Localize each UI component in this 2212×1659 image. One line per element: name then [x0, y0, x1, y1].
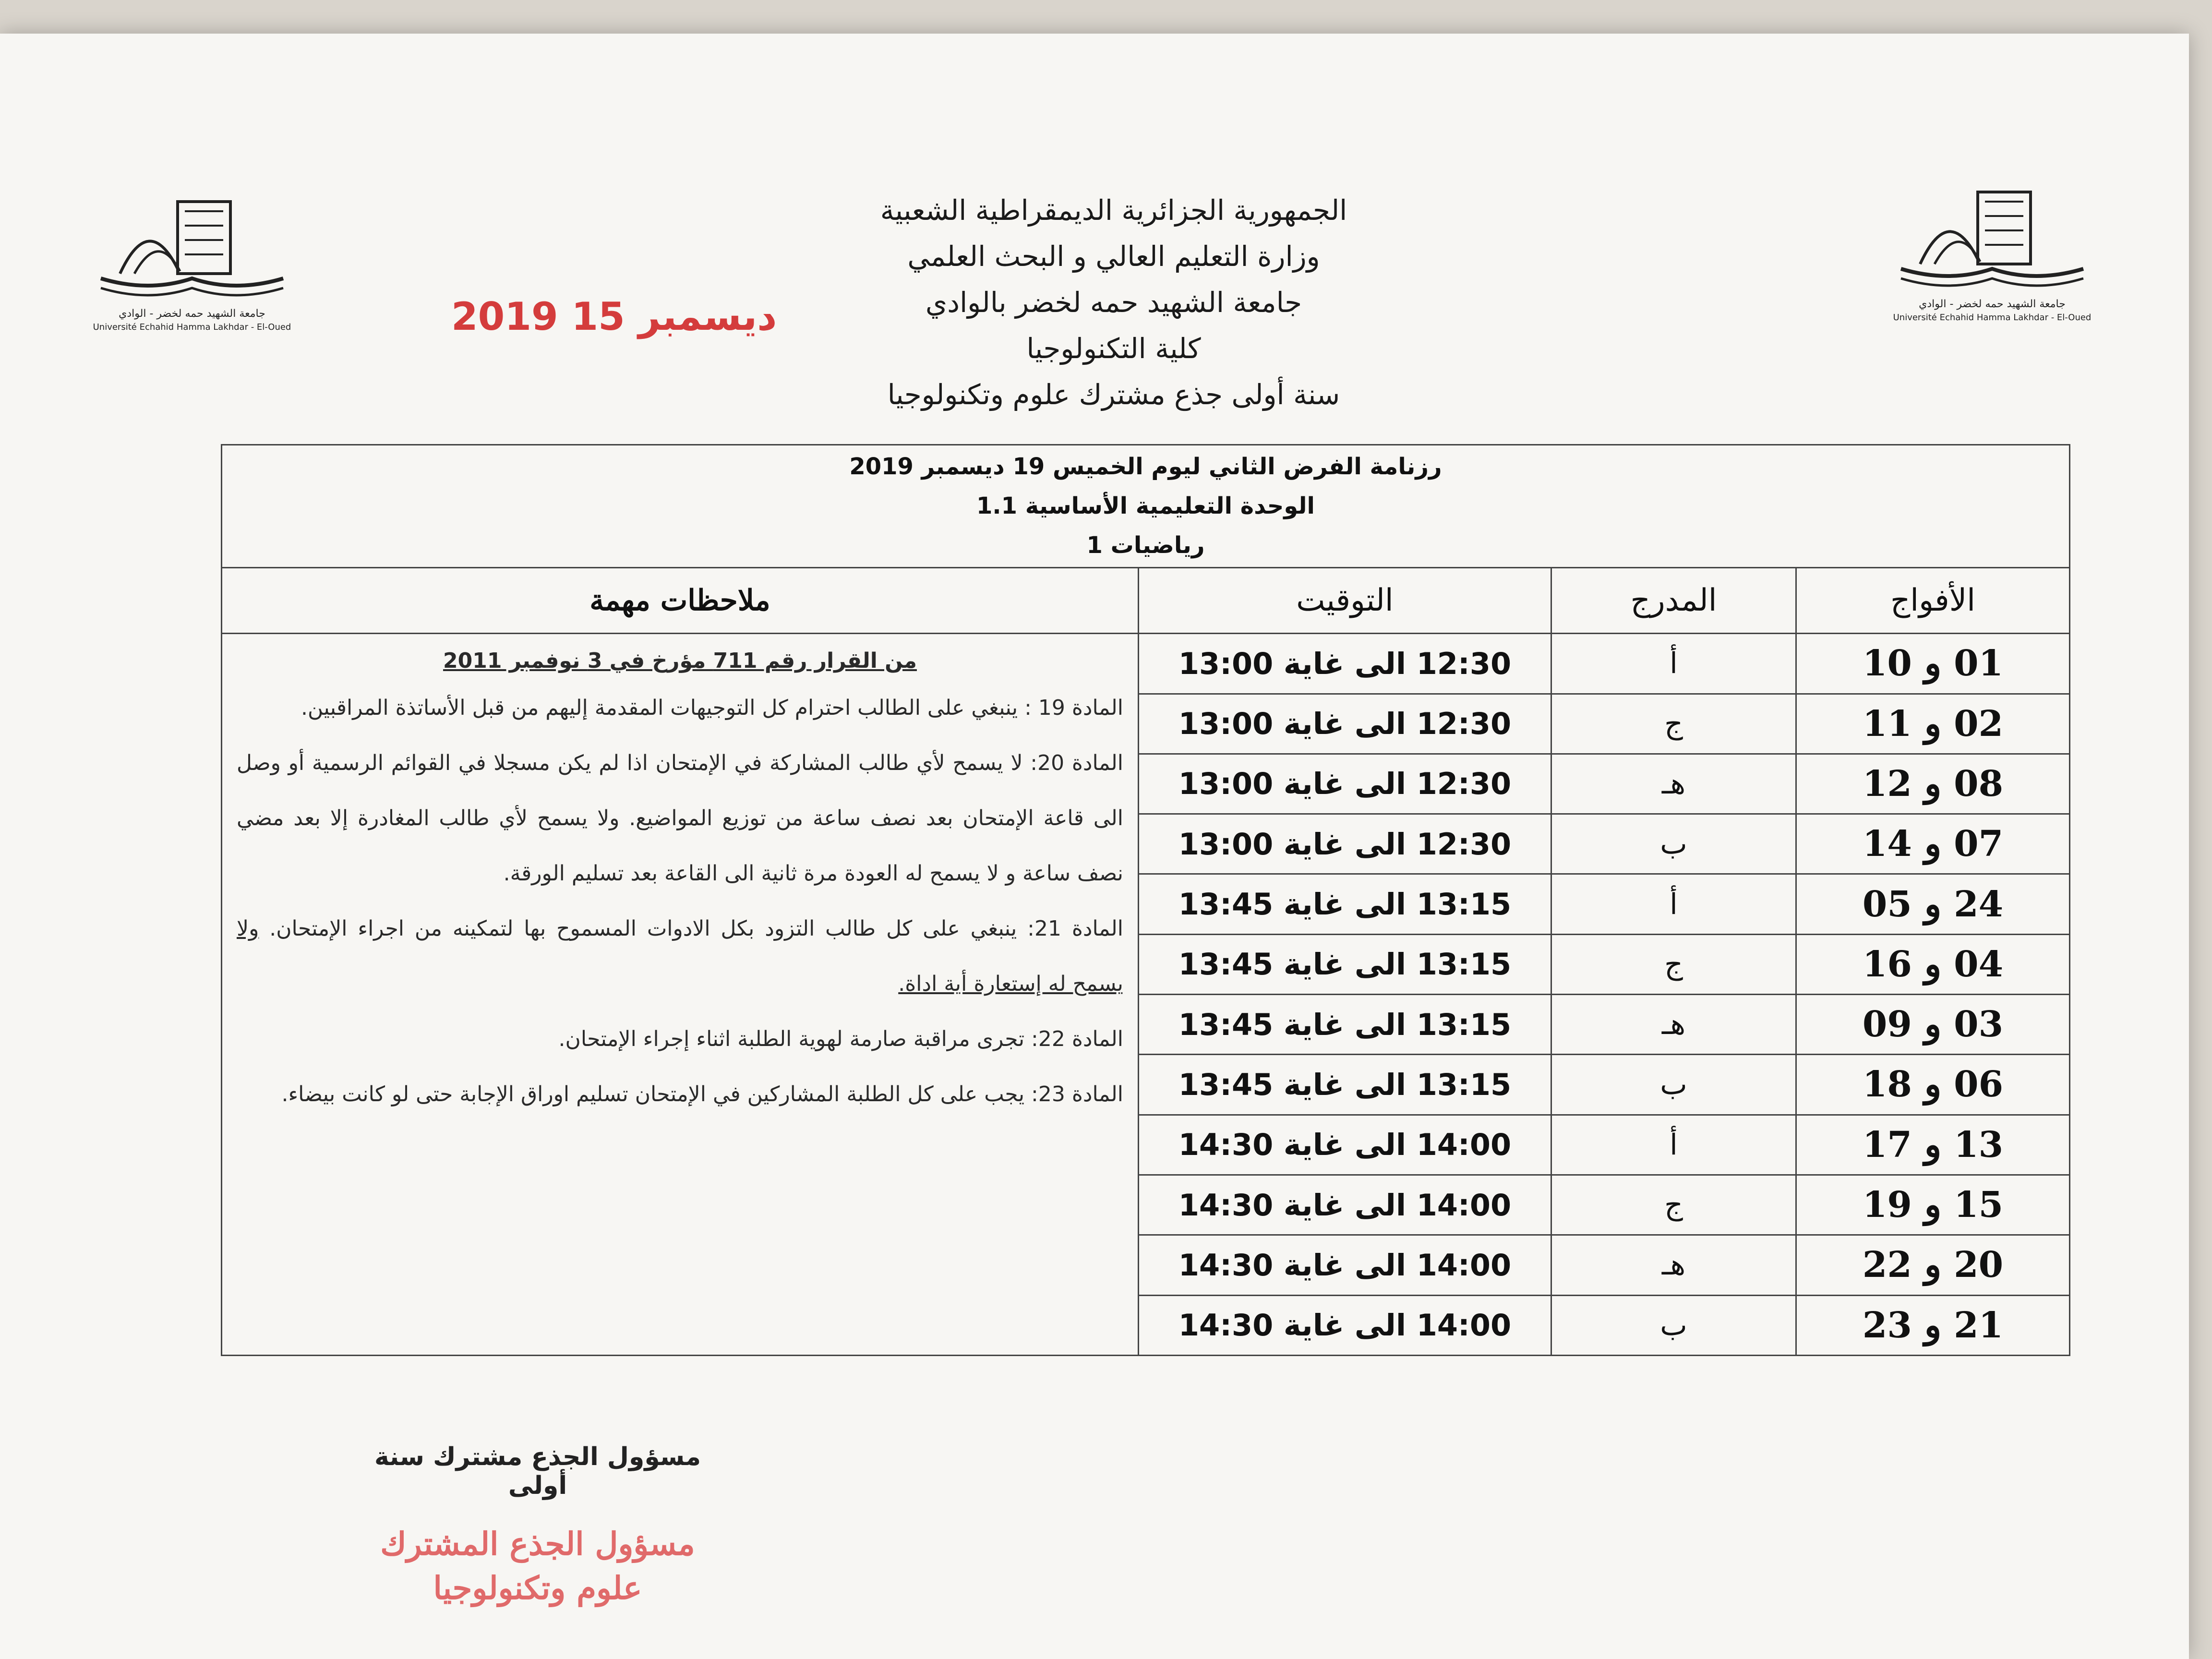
schedule-title-line3: رياضيات 1 [1086, 532, 1205, 559]
note-article-19: المادة 19 : ينبغي على الطالب احترام كل التوجيهات المقدمة إليهم من قبل الأساتذة المراقبين. [301, 696, 1123, 721]
note-article-20: المادة 20: لا يسمح لأي طالب المشاركة في الإمتحان اذا لم يكن مسجلا في القوائم الرسمية أو وصل الى قاعة الإمتحان بعد نصف ساعة من توزيع المواضيع. ولا يسمح لأي طالب المغادرة إلا بعد مضي نصف ساعة و لا يسمح له العودة مرة ثانية الى القاعة بعد تسليم الورقة. [237, 751, 1123, 886]
group-cell: 01 و 10 [1796, 634, 2070, 694]
university-logo-right [1891, 182, 2093, 323]
group-cell: 15 و 19 [1796, 1175, 2070, 1235]
table-header-row [222, 567, 2070, 634]
note-article-23: المادة 23: يجب على كل الطلبة المشاركين في الإمتحان تسليم اوراق الإجابة حتى لو كانت بيضاء. [281, 1082, 1123, 1107]
hall-cell: هـ [1551, 1235, 1796, 1295]
time-cell: 13:15 الى غاية 13:45 [1139, 995, 1551, 1055]
time-cell: 12:30 الى غاية 13:00 [1139, 754, 1551, 814]
university-building-icon [1891, 182, 2093, 307]
time-cell: 12:30 الى غاية 13:00 [1139, 814, 1551, 874]
group-cell: 02 و 11 [1796, 694, 2070, 754]
schedule-title-line1: رزنامة الفرض الثاني ليوم الخميس 19 ديسمبر 2019 [849, 453, 1442, 481]
exam-schedule-table [221, 444, 2070, 1356]
header-program: سنة أولى جذع مشترك علوم وتكنولوجيا [887, 378, 1340, 411]
header-university: جامعة الشهيد حمه لخضر بالوادي [925, 286, 1302, 319]
signatory-label: مسؤول الجذع مشترك سنة أولى [374, 1443, 701, 1500]
header-faculty: كلية التكنولوجيا [1026, 332, 1201, 365]
header-country: الجمهورية الجزائرية الديمقراطية الشعبية [880, 194, 1347, 227]
hall-cell: ب [1551, 1295, 1796, 1356]
hall-cell: ج [1551, 934, 1796, 994]
group-cell: 04 و 16 [1796, 934, 2070, 994]
column-header-time: التوقيت [1139, 567, 1551, 634]
table-row [222, 634, 2070, 694]
logo-caption-arabic: جامعة الشهيد حمه لخضر - الوادي [119, 308, 265, 320]
hall-cell: هـ [1551, 754, 1796, 814]
official-stamp [355, 1522, 720, 1610]
hall-cell: ب [1551, 814, 1796, 874]
stamp-line-2: علوم وتكنولوجيا [433, 1569, 642, 1607]
note-article-21 [237, 901, 1123, 1011]
logo-caption-arabic: جامعة الشهيد حمه لخضر - الوادي [1919, 298, 2066, 310]
group-cell: 06 و 18 [1796, 1055, 2070, 1115]
university-logo-left [91, 192, 293, 332]
date-stamp: 2019 ديسمبر 15 [451, 294, 777, 339]
time-cell: 12:30 الى غاية 13:00 [1139, 634, 1551, 694]
document-header [816, 187, 1411, 418]
note-article-21-text: المادة 21: ينبغي على كل طالب التزود بكل الادوات المسموح بها لتمكينه من اجراء الإمتحان. [269, 916, 1123, 941]
group-cell: 24 و 05 [1796, 874, 2070, 934]
time-cell: 13:15 الى غاية 13:45 [1139, 1055, 1551, 1115]
time-cell: 13:15 الى غاية 13:45 [1139, 934, 1551, 994]
hall-cell: أ [1551, 874, 1796, 934]
stamp-line-1: مسؤول الجذع المشترك [380, 1525, 695, 1563]
group-cell: 07 و 14 [1796, 814, 2070, 874]
time-cell: 14:00 الى غاية 14:30 [1139, 1115, 1551, 1175]
note-article-22: المادة 22: تجرى مراقبة صارمة لهوية الطلبة اثناء إجراء الإمتحان. [558, 1027, 1123, 1052]
group-cell: 20 و 22 [1796, 1235, 2070, 1295]
hall-cell: ج [1551, 1175, 1796, 1235]
time-cell: 14:00 الى غاية 14:30 [1139, 1235, 1551, 1295]
hall-cell: أ [1551, 1115, 1796, 1175]
important-notes [222, 634, 1139, 1356]
hall-cell: هـ [1551, 995, 1796, 1055]
time-cell: 12:30 الى غاية 13:00 [1139, 694, 1551, 754]
time-cell: 13:15 الى غاية 13:45 [1139, 874, 1551, 934]
time-cell: 14:00 الى غاية 14:30 [1139, 1295, 1551, 1356]
time-cell: 14:00 الى غاية 14:30 [1139, 1175, 1551, 1235]
group-cell: 13 و 17 [1796, 1115, 2070, 1175]
group-cell: 03 و 09 [1796, 995, 2070, 1055]
column-header-hall: المدرج [1551, 567, 1796, 634]
logo-caption-french: Université Echahid Hamma Lakhdar - El-Oued [93, 322, 291, 332]
column-header-notes: ملاحظات مهمة [222, 567, 1139, 634]
column-header-groups: الأفواج [1796, 567, 2070, 634]
university-building-icon [91, 192, 293, 317]
schedule-title [222, 445, 2070, 568]
logo-caption-french: Université Echahid Hamma Lakhdar - El-Oued [1893, 313, 2092, 323]
document-page [0, 34, 2189, 1659]
group-cell: 08 و 12 [1796, 754, 2070, 814]
notes-source: من القرار رقم 711 مؤرخ في 3 نوفمبر 2011 [443, 649, 917, 673]
header-ministry: وزارة التعليم العالي و البحث العلمي [907, 240, 1320, 273]
group-cell: 21 و 23 [1796, 1295, 2070, 1356]
hall-cell: أ [1551, 634, 1796, 694]
note-article-21-underlined: ولا يسمح له إستعارة أية اداة. [237, 916, 1123, 997]
hall-cell: ب [1551, 1055, 1796, 1115]
hall-cell: ج [1551, 694, 1796, 754]
schedule-title-line2: الوحدة التعليمية الأساسية 1.1 [976, 493, 1315, 520]
